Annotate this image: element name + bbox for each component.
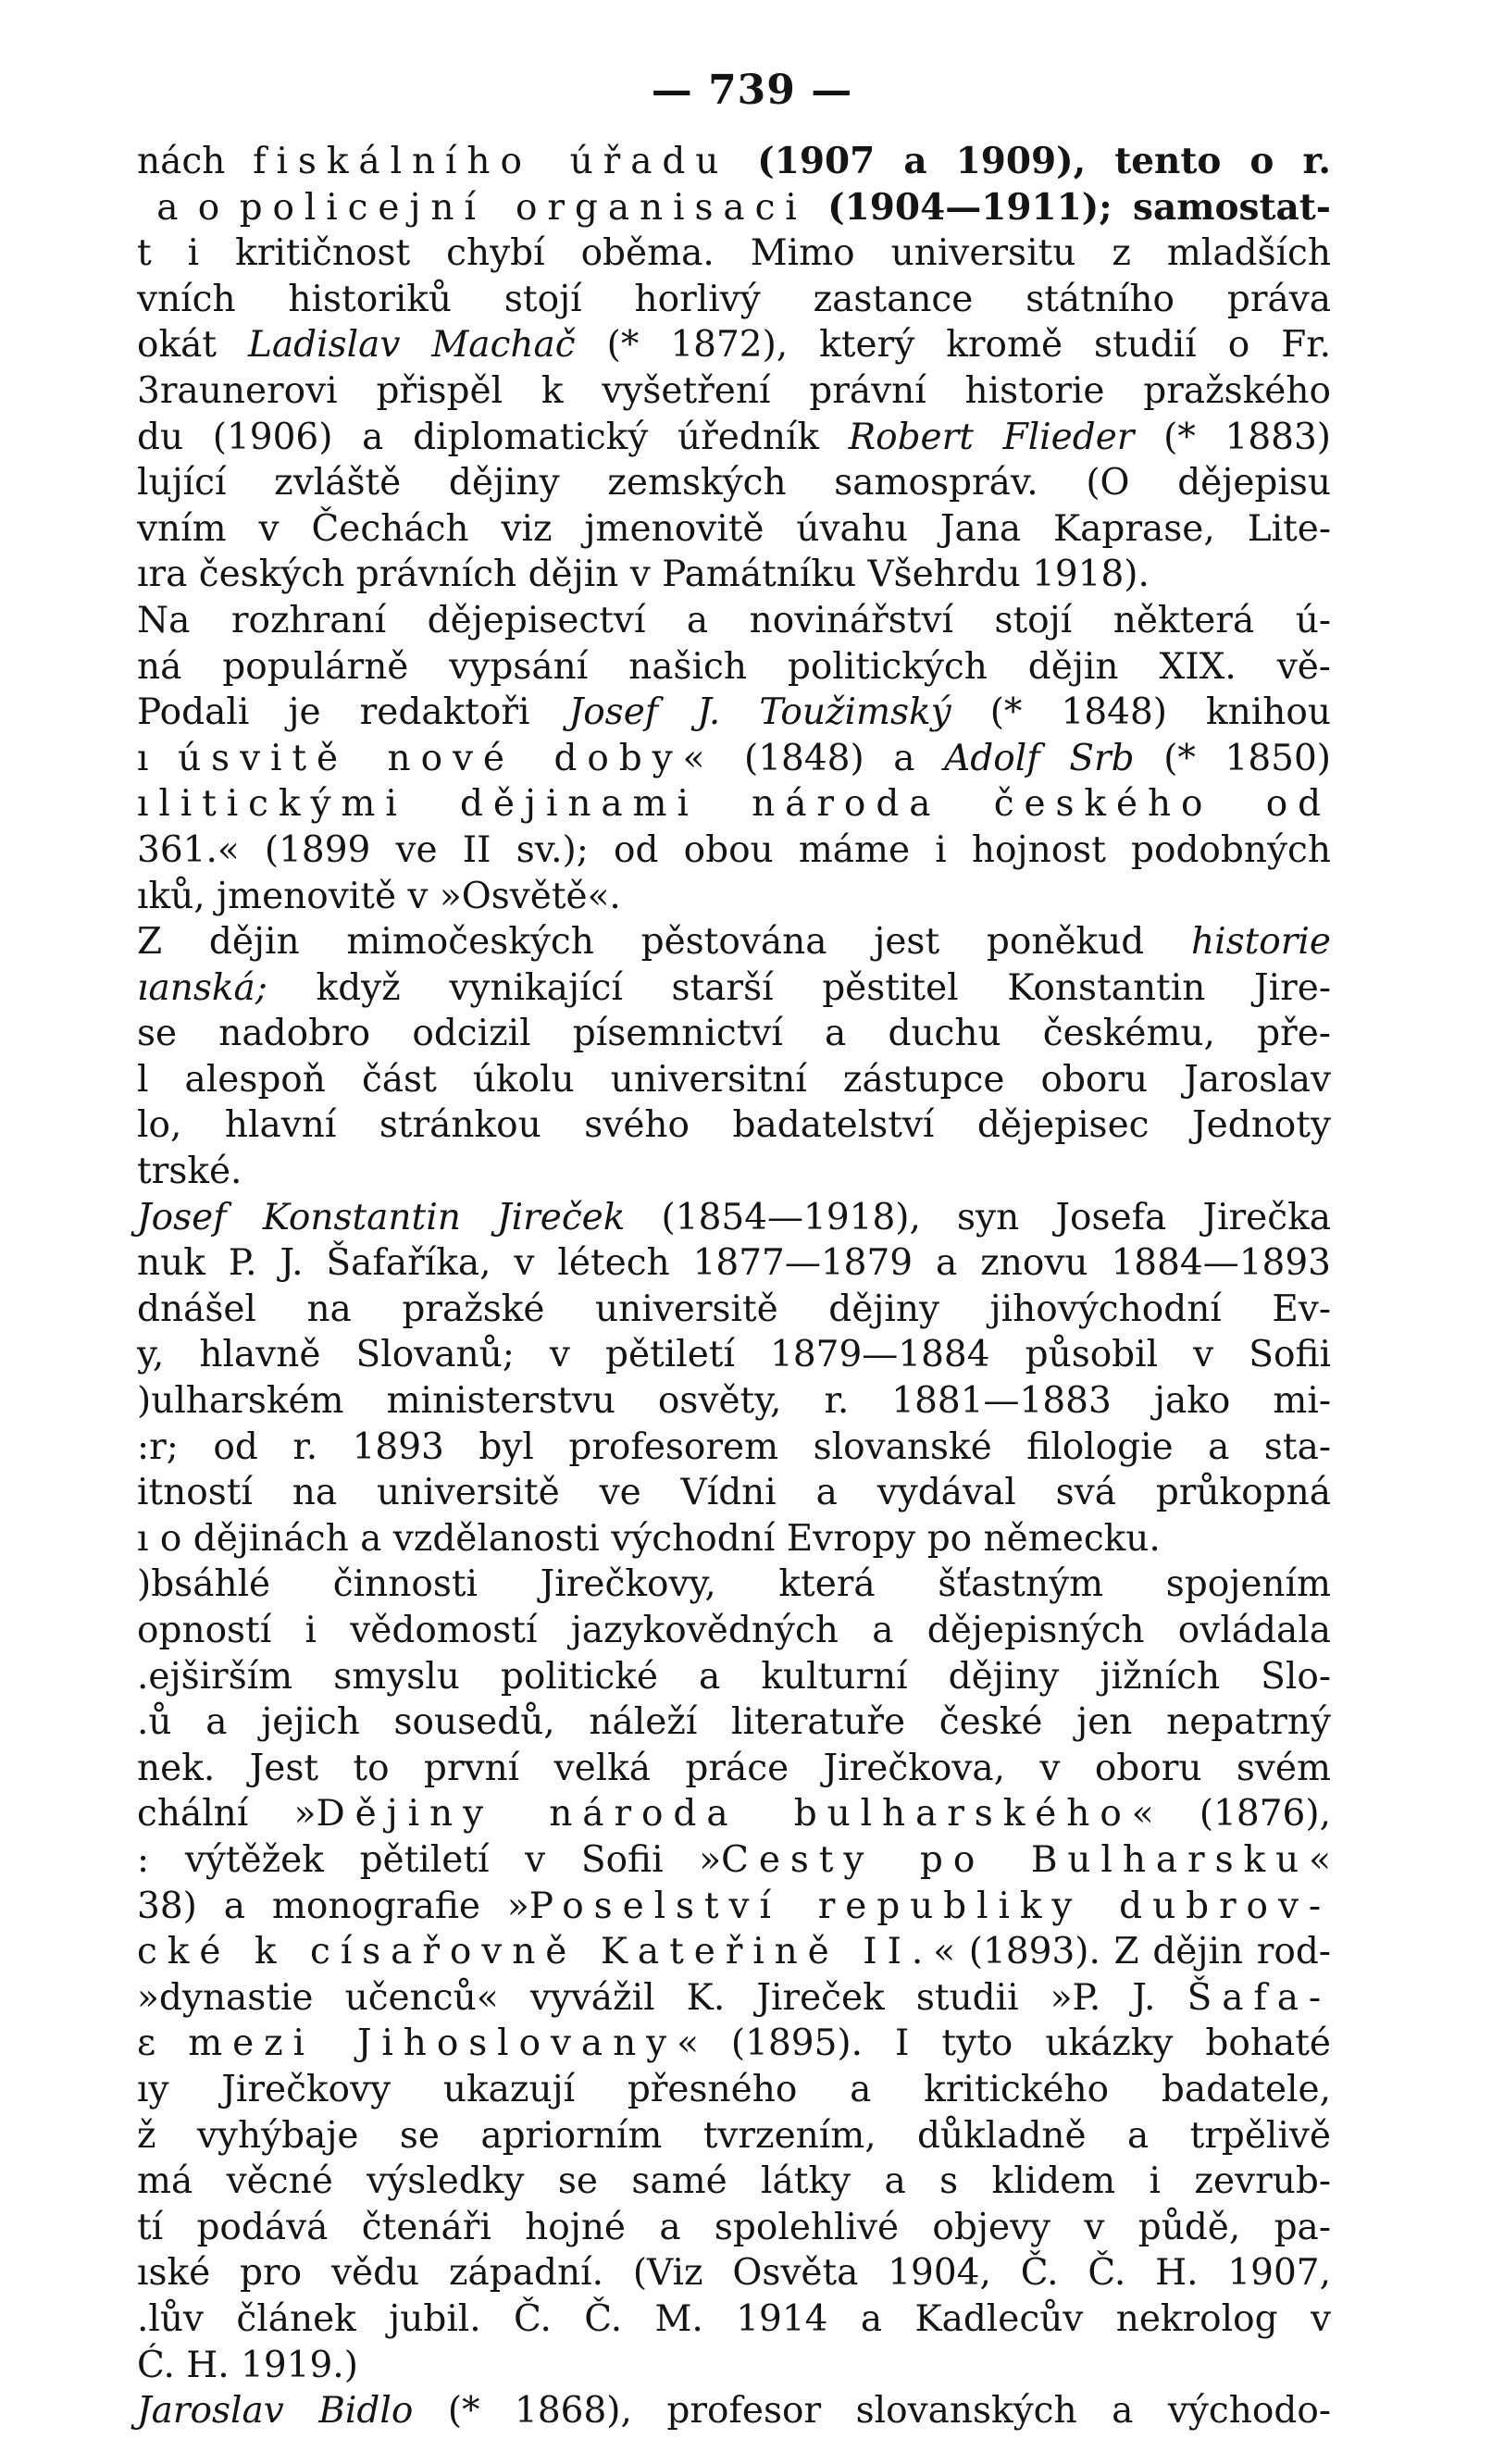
text-segment: historie — [1191, 921, 1331, 964]
text-line — [137, 965, 1331, 1012]
text-segment: cké k císařovně Kateřině II. — [137, 1931, 934, 1973]
text-segment: y, hlavně Slovanů; v pětiletí 1879—1884 působil v Sofii — [137, 1334, 1331, 1376]
text-line — [137, 415, 1331, 461]
text-segment: Josef J. Toužimský — [568, 691, 951, 734]
text-line — [137, 1149, 1331, 1195]
text-line — [137, 506, 1331, 553]
text-segment: chální » — [137, 1793, 317, 1836]
text-line — [137, 1654, 1331, 1700]
text-segment: nek. Jest to první velká práce Jirečkova, v oboru svém — [137, 1747, 1331, 1789]
text-segment: (* 1872), který kromě studií o Fr. — [575, 324, 1332, 367]
body-text — [137, 139, 1331, 2434]
text-segment: úsvitě nové doby« — [178, 737, 715, 779]
text-segment: Josef Konstantin Jireček — [137, 1196, 626, 1238]
text-line — [137, 781, 1331, 828]
text-segment: (* 1850) — [1134, 737, 1332, 779]
text-segment: ıské pro vědu západní. (Viz Osvěta 1904, Č. Č. H. 1907, — [137, 2252, 1331, 2295]
text-segment: okát — [137, 324, 249, 367]
text-segment: fiskálního úřadu — [253, 141, 729, 182]
text-segment: nách — [137, 141, 254, 182]
text-line — [137, 1011, 1331, 1057]
text-segment: opností i vědomostí jazykovědných a dějepisných ovládala — [137, 1610, 1331, 1651]
text-line — [137, 828, 1331, 874]
text-segment: « — [1309, 1838, 1332, 1881]
text-line — [137, 1562, 1331, 1608]
text-line — [137, 2296, 1331, 2343]
text-segment: « (1893). Z dějin rod- — [933, 1931, 1331, 1973]
text-line — [137, 552, 1331, 598]
text-segment: ı — [137, 737, 179, 779]
text-segment: (1904—1911); samostat- — [806, 185, 1331, 229]
text-line — [137, 1837, 1331, 1884]
text-line — [137, 1057, 1331, 1103]
text-segment: ıků, jmenovitě v »Osvětě«. — [137, 875, 621, 917]
text-segment: nuk P. J. Šafaříka, v létech 1877—1879 a znovu 1884—1893 — [137, 1242, 1331, 1285]
text-line — [137, 1287, 1331, 1333]
text-line — [137, 1608, 1331, 1654]
text-segment: « (1876), — [1131, 1793, 1331, 1836]
text-segment: .ejširším smyslu politické a kulturní dějiny jižních Slo- — [137, 1655, 1331, 1698]
text-line — [137, 2113, 1331, 2159]
text-line — [137, 2205, 1331, 2251]
text-segment: ɛ — [137, 2022, 189, 2065]
text-line — [137, 1791, 1331, 1837]
text-line — [137, 2388, 1331, 2434]
text-segment: lo, hlavní stránkou svého badatelství dějepisec Jednoty — [137, 1104, 1331, 1147]
text-segment: Robert Flieder — [848, 416, 1135, 458]
text-segment: Ladislav Machač — [248, 324, 576, 367]
text-segment: dnášel na pražské universitě dějiny jihovýchodní Ev- — [137, 1288, 1331, 1330]
text-line — [137, 1332, 1331, 1378]
text-segment: 38) a monografie » — [137, 1885, 529, 1927]
text-line — [137, 736, 1331, 782]
text-segment: Podali je redaktoři — [137, 691, 569, 734]
text-line — [137, 277, 1331, 323]
text-line — [137, 644, 1331, 691]
text-segment: trské. — [137, 1151, 242, 1193]
text-line — [137, 690, 1331, 736]
text-segment: vních historiků stojí horlivý zastance státního práva — [137, 278, 1331, 320]
text-segment: :r; od r. 1893 byl profesorem slovanské filologie a sta- — [137, 1425, 1331, 1468]
text-segment: Poselství republiky dubrov- — [528, 1885, 1331, 1927]
text-segment: 361.« (1899 ve II sv.); od obou máme i hojnost podobných — [137, 828, 1331, 871]
text-segment: Šafa- — [1187, 1976, 1331, 2019]
text-segment: )ulharském ministerstvu osvěty, r. 1881—1883 jako mi- — [137, 1380, 1331, 1423]
page-number: — 739 — — [651, 67, 853, 114]
text-segment: du (1906) a diplomatický úředník — [137, 416, 849, 458]
text-segment: Z dějin mimočeských pěstována jest poněkud — [137, 921, 1192, 964]
text-segment: tí podává čtenáři hojné a spolehlivé objevy v půdě, pa- — [137, 2206, 1331, 2248]
text-segment: a o — [137, 186, 240, 229]
text-segment: když vynikající starší pěstitel Konstantin Jire- — [267, 966, 1331, 1009]
text-segment: (1854—1918), syn Josefa Jirečka — [625, 1196, 1331, 1238]
text-segment: ž vyhýbaje se apriorním tvrzením, důkladně a trpělivě — [137, 2114, 1331, 2157]
text-line — [137, 322, 1331, 368]
text-line — [137, 368, 1331, 415]
text-segment: se nadobro odcizil písemnictví a duchu českému, pře- — [137, 1013, 1331, 1055]
text-segment: ıy Jirečkovy ukazují přesného a kritického badatele, — [137, 2068, 1331, 2110]
text-line — [137, 1929, 1331, 1975]
text-line — [137, 2159, 1331, 2205]
text-line — [137, 1699, 1331, 1746]
text-segment: Cesty po Bulharsku — [721, 1838, 1310, 1881]
text-segment: ı o dějinách a vzdělanosti východní Evropy po německu. — [137, 1517, 1161, 1560]
text-line — [137, 230, 1331, 277]
text-segment: vním v Čechách viz jmenovitě úvahu Jana Kaprase, Lite- — [137, 507, 1331, 550]
text-line — [137, 1975, 1331, 2022]
text-segment: (1907 a 1909), tento o r. — [728, 140, 1331, 182]
text-line — [137, 1470, 1331, 1516]
text-line — [137, 598, 1331, 644]
text-segment: Adolf Srb — [944, 737, 1135, 779]
text-segment: itností na universitě ve Vídni a vydával svá průkopná — [137, 1472, 1331, 1514]
text-line — [137, 2250, 1331, 2296]
text-line — [137, 1884, 1331, 1930]
text-segment: : výtěžek pětiletí v Sofii » — [137, 1838, 722, 1881]
text-segment: ıra českých právních dějin v Památníku Všehrdu 1918). — [137, 554, 1150, 596]
text-line — [137, 1378, 1331, 1425]
text-line — [137, 1240, 1331, 1287]
text-segment: ná populárně vypsání našich politických dějin XIX. vě- — [137, 645, 1331, 688]
text-line — [137, 2021, 1331, 2067]
text-line — [137, 2067, 1331, 2113]
text-segment: Na rozhraní dějepisectví a novinářství stojí některá ú- — [137, 599, 1331, 641]
text-segment: )bsáhlé činnosti Jirečkovy, která šťastným spojením — [137, 1563, 1331, 1606]
text-line — [137, 1425, 1331, 1471]
text-line — [137, 460, 1331, 506]
text-line — [137, 139, 1331, 185]
text-segment: l alespoň část úkolu universitní zástupce oboru Jaroslav — [137, 1058, 1331, 1101]
text-segment: « (1895). I tyto ukázky bohaté — [677, 2022, 1331, 2065]
text-segment: Dějiny národa bulharského — [316, 1793, 1132, 1836]
text-segment: 3raunerovi přispěl k vyšetření právní historie pražského — [137, 369, 1331, 412]
text-segment: »dynastie učenců« vyvážil K. Jireček studii »P. J. — [137, 1976, 1187, 2019]
text-line — [137, 2343, 1331, 2389]
text-segment: (* 1848) knihou — [951, 691, 1331, 734]
text-line — [137, 874, 1331, 920]
text-line — [137, 919, 1331, 965]
text-segment: Ć. H. 1919.) — [137, 2344, 358, 2386]
text-segment: ılitickými dějinami národa českého od — [137, 783, 1331, 826]
text-segment: (* 1868), profesor slovanských a východo- — [413, 2390, 1331, 2433]
text-segment: .lův článek jubil. Č. Č. M. 1914 a Kadlecův nekrolog v — [137, 2297, 1331, 2340]
text-segment: Jaroslav Bidlo — [137, 2390, 414, 2433]
text-segment: t i kritičnost chybí oběma. Mimo universitu z mladších — [137, 232, 1331, 275]
text-segment: má věcné výsledky se samé látky a s klidem i zevrub- — [137, 2160, 1331, 2203]
text-segment: mezi Jihoslovany — [188, 2022, 677, 2065]
text-line — [137, 1195, 1331, 1241]
text-segment: lující zvláště dějiny zemských samospráv. (O dějepisu — [137, 462, 1331, 504]
text-segment: .ů a jejich sousedů, náleží literatuře české jen nepatrný — [137, 1701, 1331, 1744]
text-segment: (* 1883) — [1134, 416, 1331, 458]
text-line — [137, 1516, 1331, 1562]
text-line — [137, 1746, 1331, 1792]
text-line — [137, 1102, 1331, 1149]
text-segment: ıanská; — [137, 966, 267, 1009]
text-segment: (1848) a — [715, 737, 945, 779]
text-segment: policejní organisaci — [239, 186, 807, 229]
text-line — [137, 185, 1331, 231]
